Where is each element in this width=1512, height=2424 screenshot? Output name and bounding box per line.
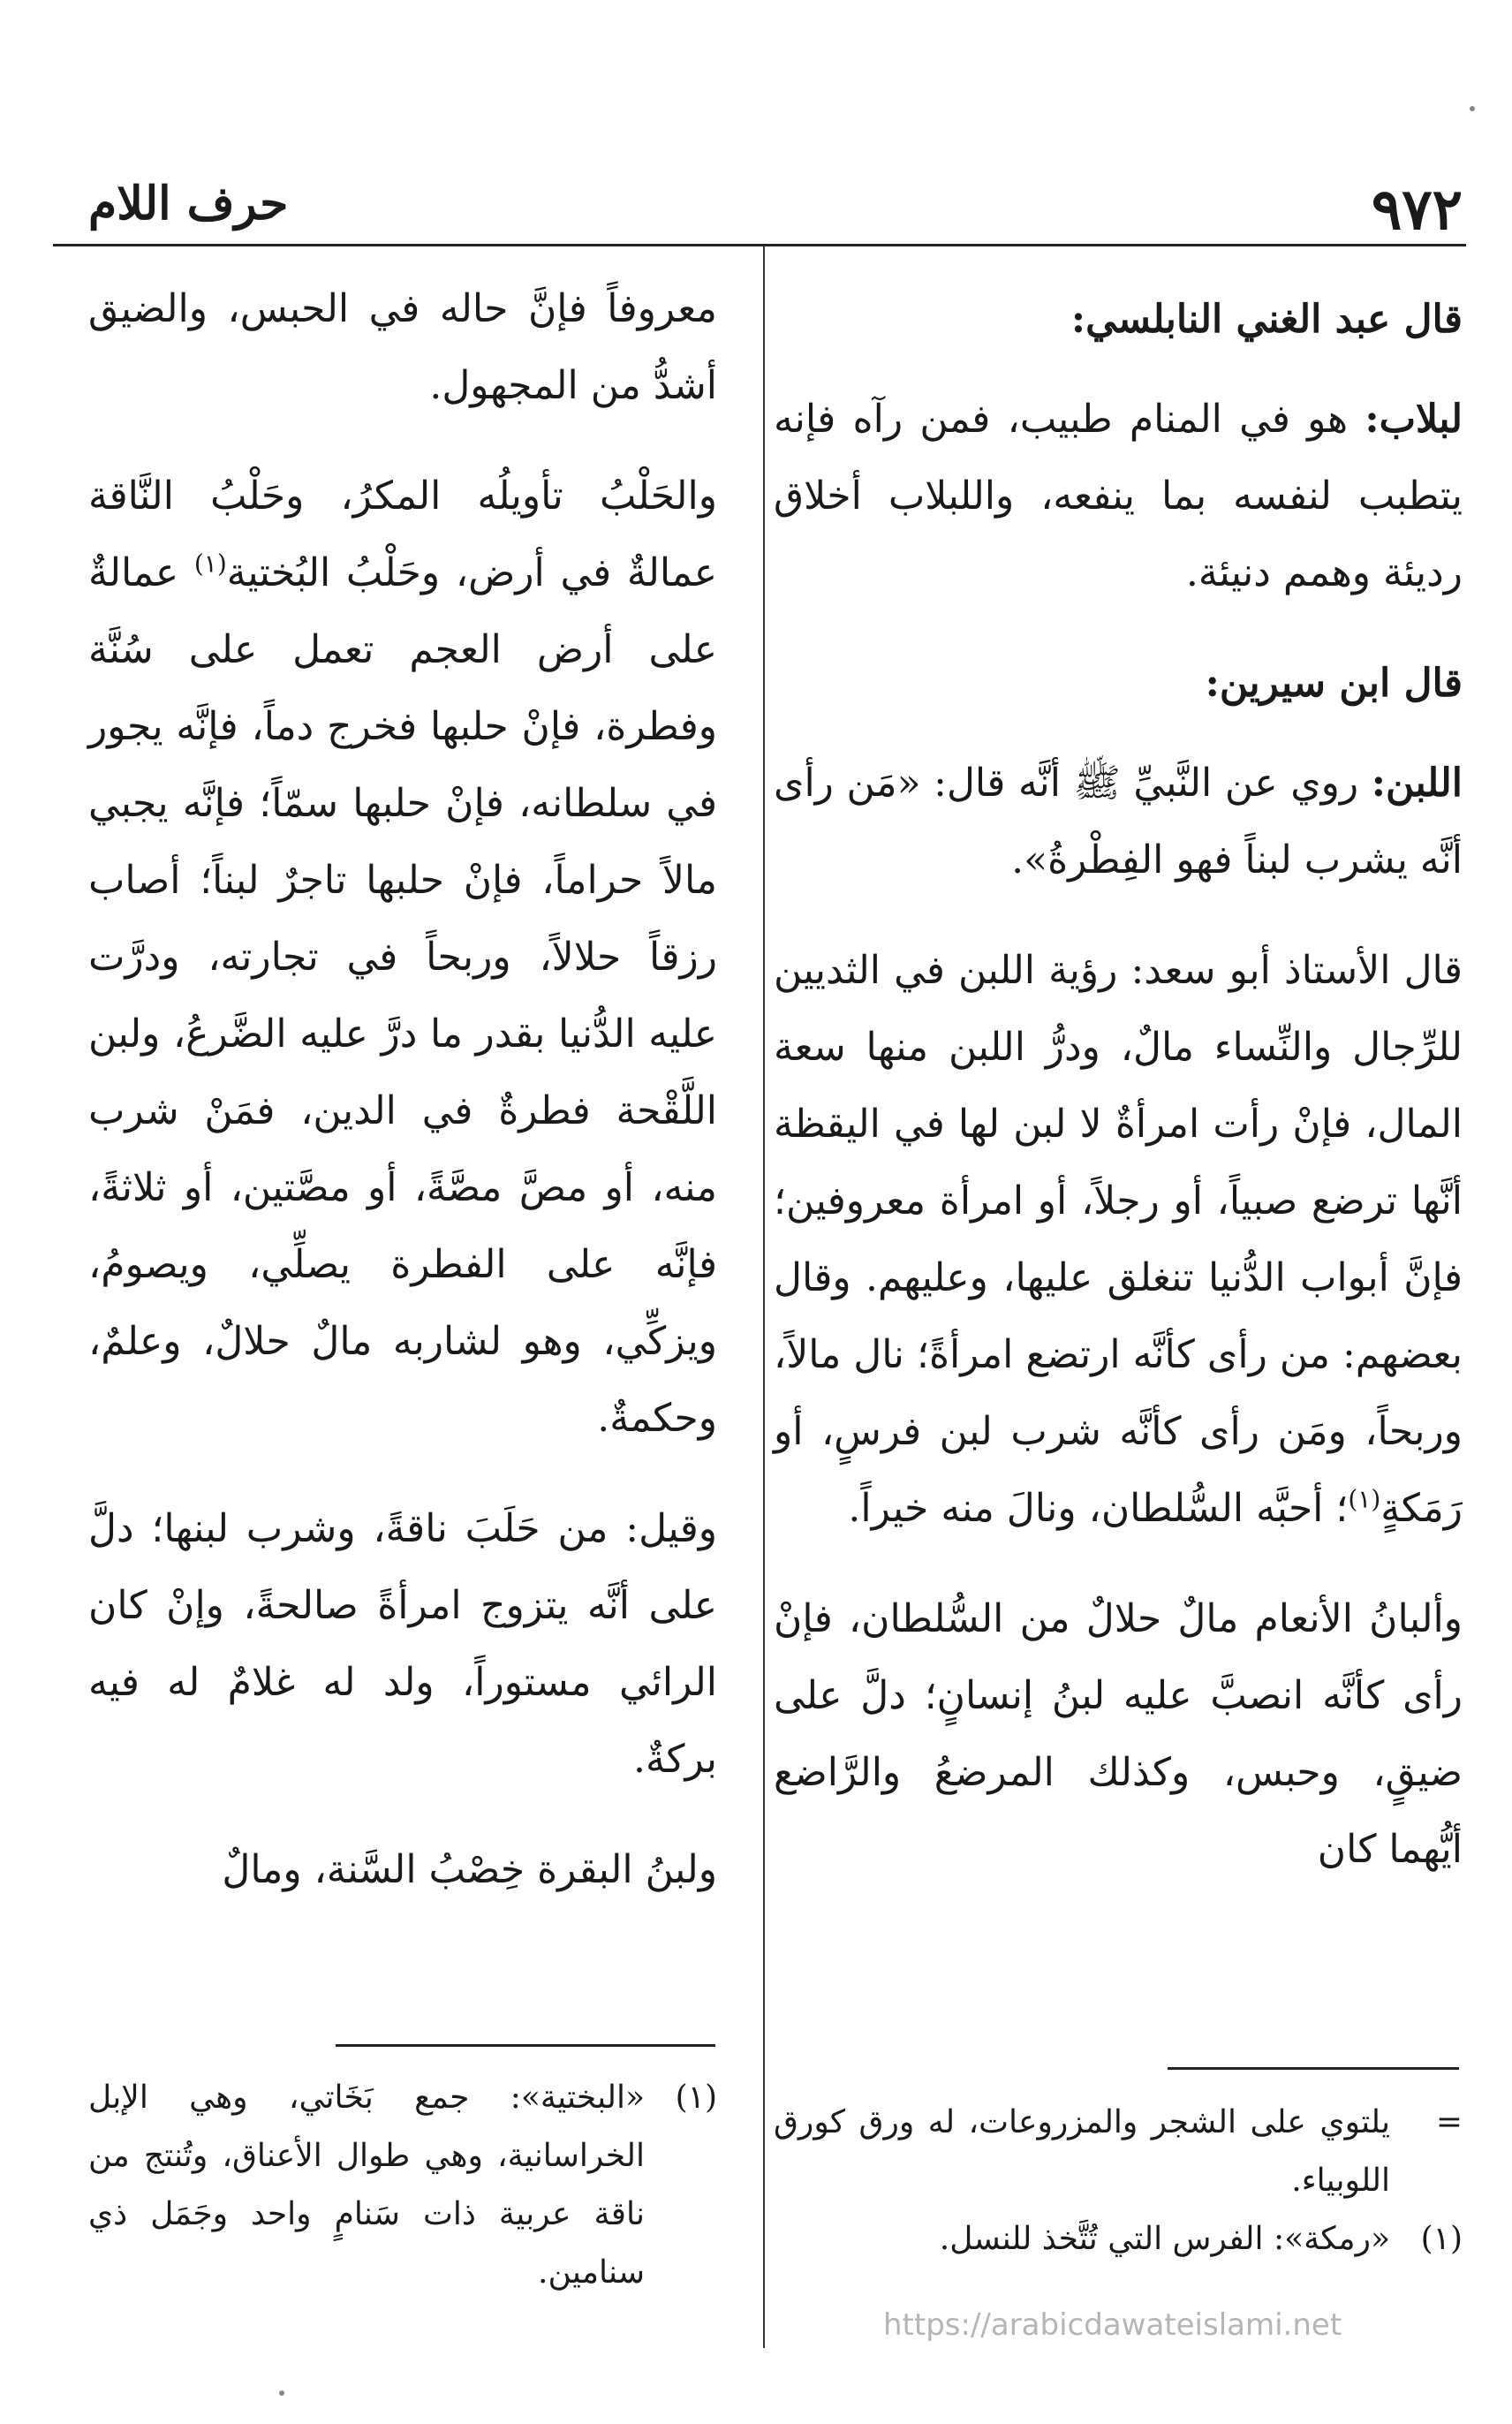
- footnote-ref: (١): [193, 549, 227, 579]
- footnote-mark: (١): [1420, 2221, 1463, 2257]
- heading-ibn-sirin: قال ابن سيرين:: [1205, 661, 1463, 706]
- entry-lablab: [774, 381, 1463, 611]
- footnote-text: «البختية»: جمع بَخَاتي، وهي الإبل الخراسانية، وهي طوال الأعناق، وتُنتج من ناقة عربية ذات سَنامٍ واحد وجَمَل ذي سنامين.: [88, 2079, 645, 2291]
- footnote-mark: (١): [675, 2079, 717, 2116]
- footnotes-right: [774, 2094, 1463, 2269]
- paragraph-maroof: معروفاً فإنَّ حاله في الحبس، والضيق أشدُّ من المجهول.: [88, 286, 717, 408]
- paragraph-halb-b: عمالةٌ على أرض العجم تعمل على سُنَّة وفطرة، فإنْ حلبها فخرج دماً، فإنَّه يجور في سلطانه، فإنْ حلبها سمّاً؛ فإنَّه يجبي مالاً حراماً، فإنْ حلبها تاجرٌ لبناً؛ أصاب رزقاً حلالاً، وربحاً في تجارته، ودرَّت عليه الدُّنيا بقدر ما درَّ عليه الضَّرعُ، ولبن اللَّقْحة فطرةٌ في الدين، فمَنْ شرب منه، أو مصَّ مصَّةً، أو مصَّتين، أو ثلاثةً، فإنَّه على الفطرة يصلِّي، ويصومُ، ويزكِّي، وهو لشاربه مالٌ حلالٌ، وعلمٌ، وحكمةٌ.: [88, 550, 717, 1441]
- paragraph-abu-saad: [774, 932, 1463, 1547]
- continuation-mark: =: [1435, 2104, 1463, 2140]
- footnote-item: [774, 2210, 1463, 2269]
- scan-speck: [279, 2390, 284, 2396]
- heading-nabulsi: قال عبد الغني النابلسي:: [1070, 297, 1463, 342]
- section-title: حرف اللام: [88, 177, 289, 231]
- left-column: [88, 270, 717, 1942]
- footnote-ref: (١): [1348, 1484, 1381, 1514]
- footnote-rule-left: [336, 2044, 715, 2047]
- term-laban: اللبن:: [1371, 761, 1463, 806]
- paragraph-abu-saad-a: قال الأستاذ أبو سعد: رؤية اللبن في الثديين للرِّجال والنِّساء مالٌ، ودرُّ اللبن منها سعة المال، فإنْ رأت امرأةٌ لا لبن لها في اليقظة أنَّها ترضع صبياً، أو رجلاً، أو امرأة معروفين؛ فإنَّ أبواب الدُّنيا تنغلق عليها، وعليهم. وقال بعضهم: من رأى كأنَّه ارتضع امرأةً؛ نال مالاً، وربحاً، ومَن رأى كأنَّه شرب لبن فرسٍ، أو رَمَكةٍ: [774, 948, 1463, 1531]
- footnotes-left: [88, 2069, 717, 2302]
- footnote-rule-right: [1168, 2067, 1459, 2070]
- column-divider: [763, 246, 765, 2348]
- entry-lablab-text: هو في المنام طبيب، فمن رآه فإنه يتطبب لنفسه بما ينفعه، واللبلاب أخلاق رديئة وهمم دنيئة.: [774, 397, 1463, 595]
- footnote-continuation: [774, 2094, 1463, 2210]
- right-column: [774, 281, 1463, 1921]
- paragraph-halb: [88, 458, 717, 1457]
- term-lablab: لبلاب:: [1365, 397, 1463, 442]
- paragraph-qeel: وقيل: من حَلَبَ ناقةً، وشرب لبنها؛ دلَّ على أنَّه يتزوج امرأةً صالحةً، وإنْ كان الرائي مستوراً، ولد له غلامٌ له فيه بركةٌ.: [88, 1506, 717, 1782]
- paragraph-anam: وألبانُ الأنعام مالٌ حلالٌ من السُّلطان، فإنْ رأى كأنَّه انصبَّ عليه لبنُ إنسانٍ؛ دلَّ على ضيقٍ، وحبس، وكذلك المرضعُ والرَّاضع أيُّهما كان: [774, 1596, 1463, 1872]
- continuation-text: يلتوي على الشجر والمزروعات، له ورق كورق اللوبياء.: [774, 2104, 1390, 2199]
- scan-speck: [1470, 106, 1475, 111]
- page-number: ٩٧٢: [1371, 177, 1463, 243]
- footnote-text: «رمكة»: الفرس التي تُتَّخذ للنسل.: [939, 2221, 1390, 2257]
- watermark-url: https://arabicdawateislami.net: [883, 2307, 1342, 2343]
- entry-laban: [774, 745, 1463, 898]
- paragraph-halb-a: والحَلْبُ تأويلُه المكرُ، وحَلْبُ النَّاقة عمالةٌ في أرض، وحَلْبُ البُختية: [88, 473, 717, 595]
- paragraph-abu-saad-b: ؛ أحبَّه السُّلطان، ونالَ منه خيراً.: [848, 1486, 1349, 1531]
- footnote-item: [88, 2069, 717, 2302]
- entry-laban-text: روي عن النَّبيِّ ﷺ أنَّه قال: «مَن رأى أنَّه يشرب لبناً فهو الفِطْرةُ».: [774, 761, 1463, 882]
- header-rule: [53, 244, 1466, 246]
- paragraph-baqara: ولبنُ البقرة خِصْبُ السَّنة، ومالٌ: [222, 1847, 717, 1892]
